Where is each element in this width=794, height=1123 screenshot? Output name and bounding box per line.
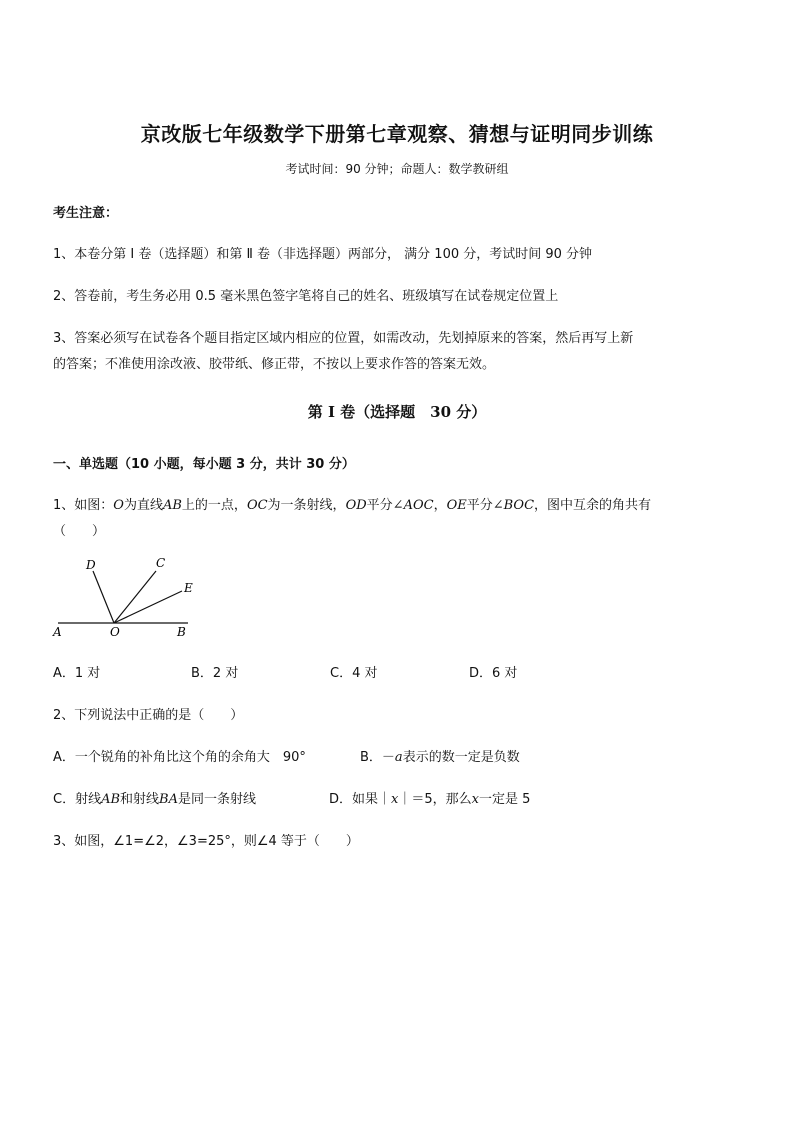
q1-var-oc: OC: [246, 498, 268, 513]
notice-item-2: 2、答卷前，考生务必用 0.5 毫米黑色签字笔将自己的姓名、班级填写在试卷规定位置上: [53, 289, 559, 304]
q1-text: ，图中互余的角共有: [534, 498, 652, 513]
q1-option-d[interactable]: D．6 对: [469, 666, 518, 681]
notice-item-3: 3、答案必须写在试卷各个题目指定区域内相应的位置，如需改动，先划掉原来的答案，然后再写上新: [53, 331, 634, 346]
notice-item-1: 1、本卷分第 Ⅰ 卷（选择题）和第 Ⅱ 卷（非选择题）两部分， 满分 100 分，考试时间 90 分钟: [53, 247, 593, 262]
part-title: 一、单选题（10 小题，每小题 3 分，共计 30 分）: [53, 457, 355, 472]
exam-subtitle: 考试时间：90 分钟；命题人：数学教研组: [285, 162, 509, 176]
q2-option-d-text: D．如果｜: [329, 792, 392, 807]
ray-oe: [114, 591, 182, 623]
q2-var-ba: BA: [159, 792, 178, 807]
q1-text: 上的一点，: [181, 498, 247, 513]
q1-text: 为直线: [123, 498, 163, 513]
question-1-paren: （ ）: [53, 524, 106, 539]
q2-option-d-text: ｜＝5，那么: [398, 792, 472, 807]
q1-text: 平分: [466, 498, 493, 513]
ray-oc: [114, 571, 156, 623]
q2-var-ab: AB: [101, 792, 121, 807]
section-title: 第 Ⅰ 卷（选择题 30 分）: [307, 403, 487, 421]
question-1-stem: [53, 494, 651, 513]
question-3-stem: 3、如图，∠1=∠2，∠3=25°，则∠4 等于（ ）: [53, 834, 359, 849]
q1-var-od: OD: [345, 498, 367, 513]
q2-option-d-text: 一定是 5: [478, 792, 531, 807]
q1-option-c[interactable]: C．4 对: [330, 666, 378, 681]
ray-od: [93, 571, 114, 623]
q1-var-oe: OE: [446, 498, 467, 513]
q1-var-o: O: [113, 498, 124, 513]
exam-title: 京改版七年级数学下册第七章观察、猜想与证明同步训练: [140, 122, 654, 146]
label-d: D: [86, 558, 96, 572]
q2-option-d[interactable]: [329, 788, 530, 807]
q2-option-b-text: B．－: [360, 750, 395, 765]
q2-option-c[interactable]: [53, 788, 256, 807]
q1-number: 1、如图：: [53, 498, 114, 513]
q1-angle-boc: ∠BOC: [492, 498, 535, 513]
q2-option-c-text: 和射线: [120, 792, 160, 807]
q2-option-c-text: C．射线: [53, 792, 102, 807]
notice-item-3-cont: 的答案；不准使用涂改液、胶带纸、修正带，不按以上要求作答的答案无效。: [53, 357, 496, 372]
q2-var-x: x: [391, 792, 399, 807]
q1-var-ab: AB: [162, 498, 182, 513]
q1-text: 为一条射线，: [267, 498, 346, 513]
q2-var-a: a: [394, 750, 403, 765]
label-o: O: [110, 625, 120, 639]
q1-text: ，: [433, 498, 447, 513]
q1-option-b[interactable]: B．2 对: [191, 666, 239, 681]
label-b: B: [177, 625, 186, 639]
q2-option-b[interactable]: [360, 746, 520, 765]
q2-option-a[interactable]: A．一个锐角的补角比这个角的余角大 90°: [53, 750, 306, 765]
q2-option-c-text: 是同一条射线: [178, 792, 257, 807]
label-a: A: [53, 625, 62, 639]
q1-text: 平分: [366, 498, 393, 513]
question-2-stem: 2、下列说法中正确的是（ ）: [53, 708, 244, 723]
q2-var-x: x: [471, 792, 479, 807]
q1-angle-aoc: ∠AOC: [392, 498, 434, 513]
q1-option-a[interactable]: A．1 对: [53, 666, 101, 681]
notice-heading: 考生注意：: [53, 206, 119, 221]
q2-option-b-text: 表示的数一定是负数: [402, 750, 520, 765]
label-c: C: [156, 556, 166, 570]
label-e: E: [184, 581, 193, 595]
question-1-figure: [48, 552, 198, 644]
